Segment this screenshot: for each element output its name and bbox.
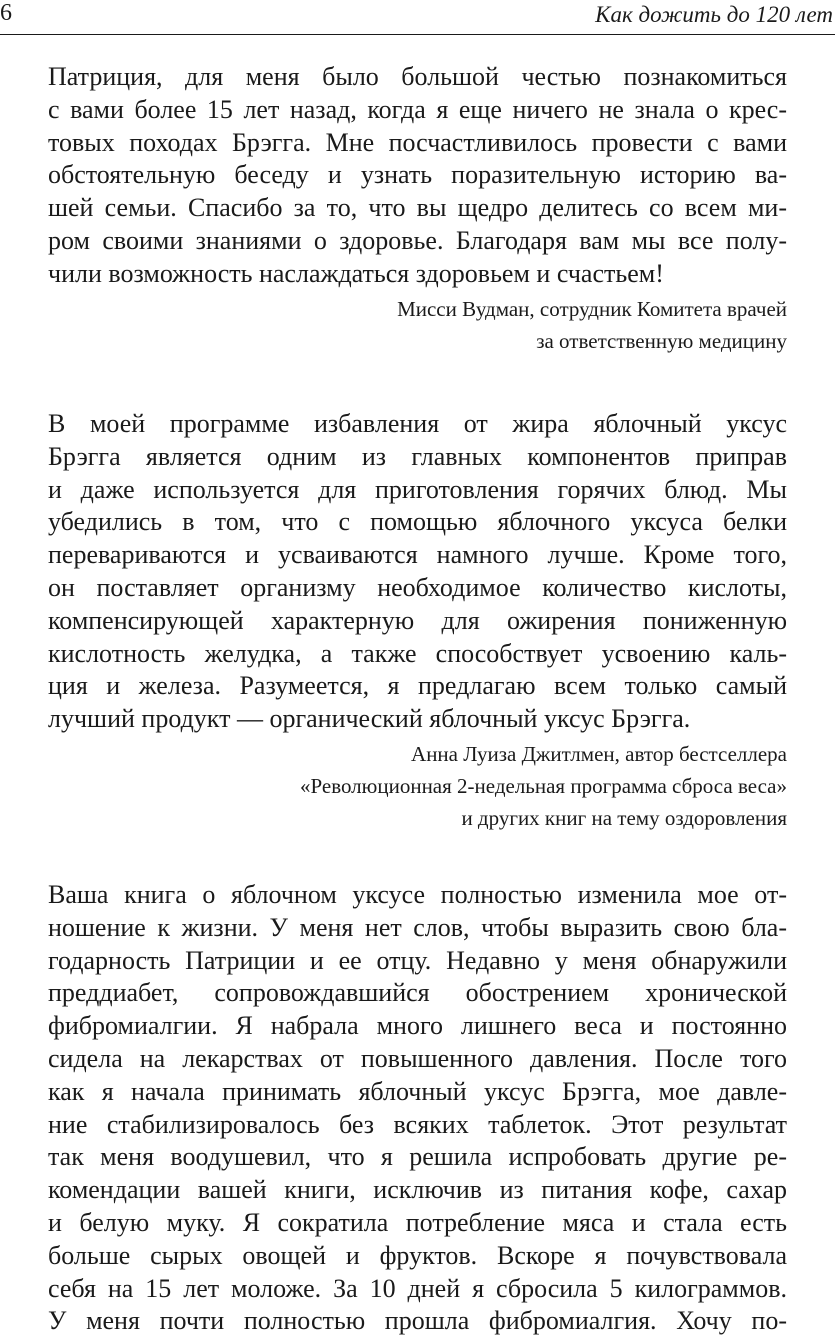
text-line: больше сырых овощей и фруктов. Вскоре я почувствовала (48, 1240, 787, 1270)
text-line: себя на 15 лет моложе. За 10 дней я сбросила 5 килограммов. (48, 1273, 787, 1303)
text-line: обстоятельную беседу и узнать поразительную историю ва- (48, 160, 787, 190)
page-header (0, 0, 835, 35)
testimonial-text (48, 61, 787, 291)
text-line: так меня воодушевил, что я решила испробовать другие ре- (48, 1142, 787, 1172)
text-line: и белую муку. Я сократила потребление мяса и стала есть (48, 1207, 787, 1237)
text-line: чили возможность наслаждаться здоровьем и счастьем! (48, 258, 664, 288)
attribution-line: Мисси Вудман, сотрудник Комитета врачей (397, 296, 787, 321)
running-title: Как дожить до 120 лет (595, 2, 833, 27)
text-line: комендации вашей книги, исключив из питания кофе, сахар (48, 1175, 787, 1205)
text-line: Патриция, для меня было большой честью познакомиться (48, 62, 787, 91)
testimonial-2 (48, 408, 787, 834)
testimonial-3 (48, 879, 787, 1338)
text-line: с вами более 15 лет назад, когда я еще ничего не знала о крес- (48, 94, 787, 124)
text-line: годарность Патриции и ее отцу. Недавно у меня обнаружили (48, 945, 787, 975)
attribution-line: «Революционная 2-недельная программа сброса веса» (299, 773, 787, 798)
text-line: как я начала принимать яблочный уксус Брэгга, мое давле- (48, 1076, 787, 1106)
testimonial-attribution (48, 293, 787, 357)
testimonial-text (48, 879, 787, 1338)
text-line: преддиабет, сопровождавшийся обострением хронической (48, 978, 787, 1008)
text-line: В моей программе избавления от жира яблочный уксус (48, 409, 787, 438)
testimonial-1 (48, 61, 787, 357)
text-line: и даже используется для приготовления горячих блюд. Мы (48, 474, 787, 504)
text-line: перевариваются и усваиваются намного лучше. Кроме того, (48, 540, 787, 570)
testimonial-text (48, 408, 787, 736)
text-line: Брэгга является одним из главных компонентов приправ (48, 441, 787, 471)
text-line: убедились в том, что с помощью яблочного уксуса белки (48, 507, 787, 537)
text-line: компенсирующей характерную для ожирения пониженную (48, 605, 787, 635)
text-line: У меня почти полностью прошла фибромиалгия. Хочу по- (48, 1306, 787, 1336)
text-line: кислотность желудка, а также способствует усвоению каль- (48, 638, 787, 668)
text-line: он поставляет организму необходимое количество кислоты, (48, 572, 787, 602)
text-line: сидела на лекарствах от повышенного давления. После того (48, 1043, 787, 1073)
attribution-line: Анна Луиза Джитлмен, автор бестселлера (411, 741, 787, 766)
testimonial-attribution (48, 738, 787, 834)
attribution-line: и других книг на тему оздоровления (461, 805, 787, 830)
text-line: ром своими знаниями о здоровье. Благодаря вам мы все полу- (48, 225, 787, 255)
text-line: ция и железа. Разумеется, я предлагаю всем только самый (48, 671, 787, 701)
text-line: ношение к жизни. У меня нет слов, чтобы выразить свою бла- (48, 912, 787, 942)
text-line: фибромиалгии. Я набрала много лишнего веса и постоянно (48, 1011, 787, 1041)
text-line: Ваша книга о яблочном уксусе полностью изменила мое от- (48, 880, 787, 909)
page-number: 6 (0, 0, 12, 26)
text-line: шей семьи. Спасибо за то, что вы щедро делитесь со всем ми- (48, 193, 787, 223)
text-line: товых походах Брэгга. Мне посчастливилось провести с вами (48, 127, 787, 157)
text-line: ние стабилизировалось без всяких таблеток. Этот результат (48, 1109, 787, 1139)
text-line: лучший продукт — органический яблочный уксус Брэгга. (48, 704, 691, 734)
attribution-line: за ответственную медицину (536, 328, 787, 353)
